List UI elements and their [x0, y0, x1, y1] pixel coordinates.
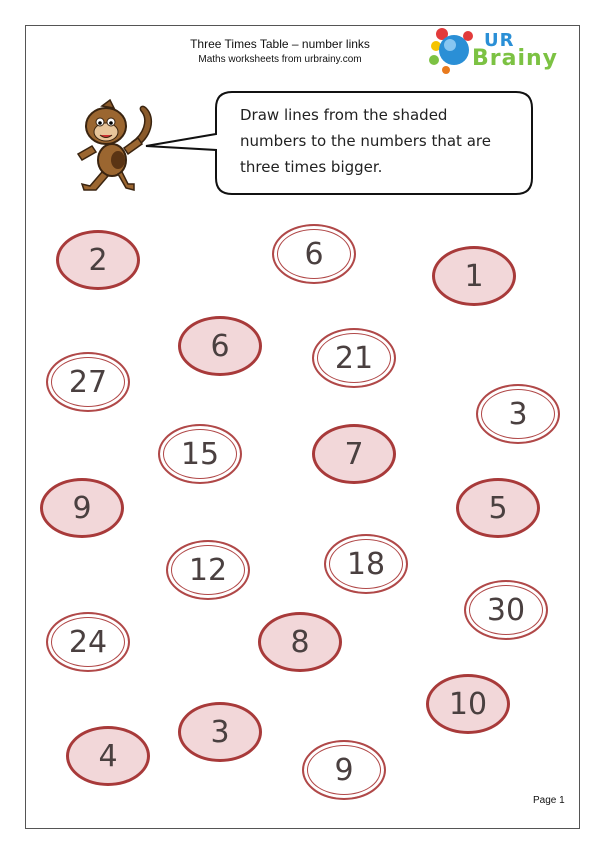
worksheet-subtitle: Maths worksheets from urbrainy.com — [198, 54, 362, 65]
shaded-number-circle[interactable]: 9 — [40, 478, 124, 538]
plain-number-circle[interactable]: 24 — [46, 612, 130, 672]
plain-number-circle[interactable]: 21 — [312, 328, 396, 388]
shaded-number-circle[interactable]: 7 — [312, 424, 396, 484]
shaded-number-circle[interactable]: 5 — [456, 478, 540, 538]
shaded-number-circle[interactable]: 4 — [66, 726, 150, 786]
instruction-line: numbers to the numbers that are — [240, 132, 491, 150]
instruction-line: three times bigger. — [240, 158, 383, 176]
shaded-number-circle[interactable]: 2 — [56, 230, 140, 290]
worksheet-title: Three Times Table – number links — [190, 37, 370, 51]
shaded-number-circle[interactable]: 10 — [426, 674, 510, 734]
plain-number-circle[interactable]: 6 — [272, 224, 356, 284]
plain-number-circle[interactable]: 3 — [476, 384, 560, 444]
plain-number-circle[interactable]: 15 — [158, 424, 242, 484]
shaded-number-circle[interactable]: 6 — [178, 316, 262, 376]
plain-number-circle[interactable]: 9 — [302, 740, 386, 800]
logo-dot-green — [429, 55, 439, 65]
shaded-number-circle[interactable]: 3 — [178, 702, 262, 762]
page-number: Page 1 — [533, 795, 565, 806]
plain-number-circle[interactable]: 30 — [464, 580, 548, 640]
logo-text-ur: UR — [484, 30, 515, 51]
logo-text-brainy: Brainy — [472, 46, 559, 71]
plain-number-circle[interactable]: 18 — [324, 534, 408, 594]
shaded-number-circle[interactable]: 1 — [432, 246, 516, 306]
instruction-text — [240, 102, 520, 180]
plain-number-circle[interactable]: 12 — [166, 540, 250, 600]
shaded-number-circle[interactable]: 8 — [258, 612, 342, 672]
logo-dot-orange — [442, 66, 450, 74]
instruction-line: Draw lines from the shaded — [240, 106, 448, 124]
plain-number-circle[interactable]: 27 — [46, 352, 130, 412]
